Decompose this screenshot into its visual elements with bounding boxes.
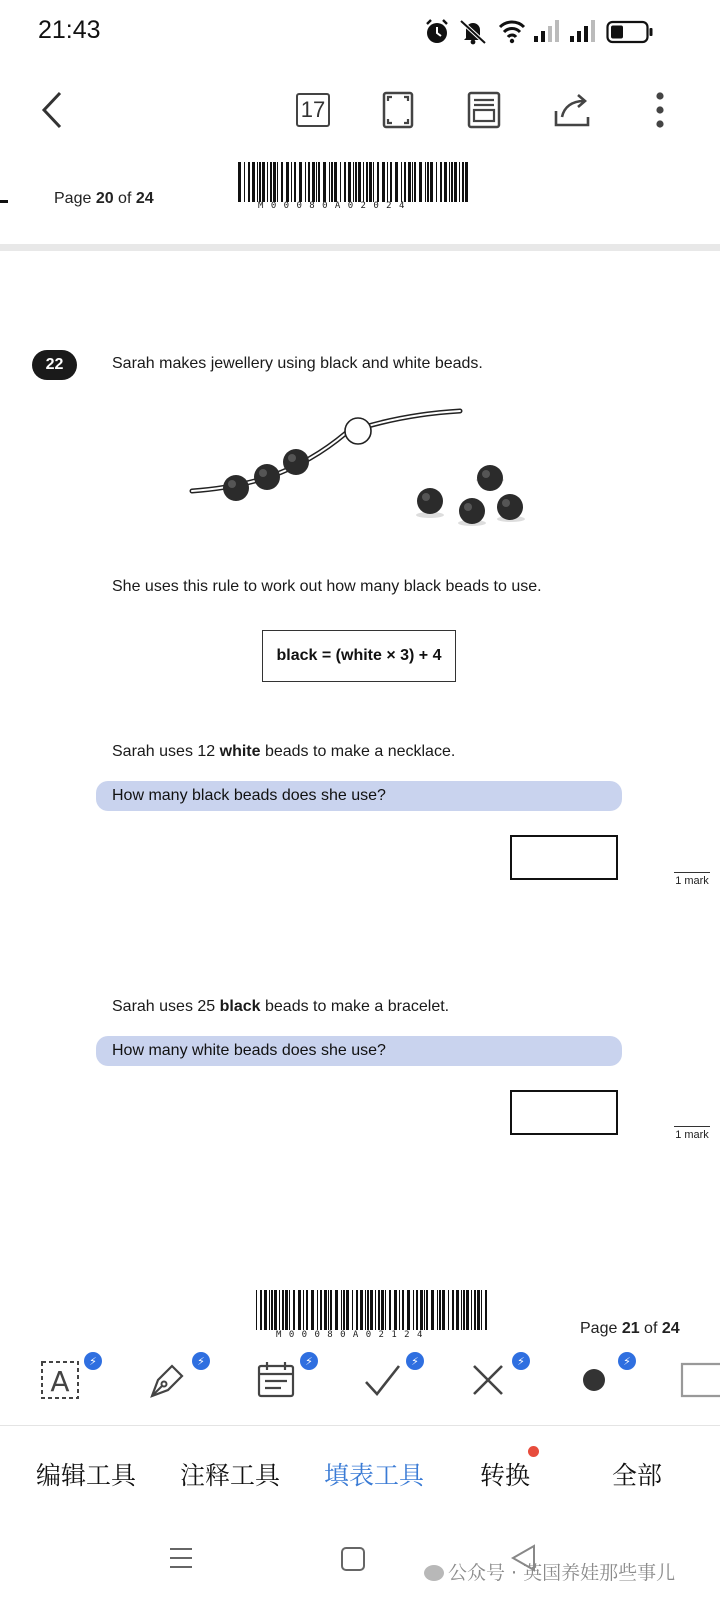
status-time: 21:43 bbox=[38, 16, 101, 44]
question-intro: Sarah makes jewellery using black and white beads. bbox=[112, 355, 483, 372]
signal-icon-2 bbox=[568, 18, 598, 44]
bolt-badge-icon: ⚡ bbox=[300, 1352, 318, 1370]
rectangle-icon bbox=[678, 1360, 720, 1400]
part1-prompt: How many black beads does she use? bbox=[96, 781, 622, 811]
beads-illustration bbox=[186, 405, 536, 535]
dot-tool[interactable] bbox=[574, 1355, 631, 1410]
watermark: 公众号 · 英国养娃那些事儿 bbox=[424, 1558, 675, 1585]
battery-icon bbox=[606, 20, 654, 44]
home-square-icon[interactable] bbox=[340, 1546, 366, 1572]
calendar-icon bbox=[256, 1360, 296, 1400]
svg-text:A: A bbox=[50, 1365, 70, 1398]
pen-tool[interactable] bbox=[148, 1355, 205, 1410]
wifi-icon bbox=[498, 18, 526, 44]
page-label-previous: Page 20 of 24 bbox=[54, 190, 154, 207]
rule-formula: black = (white × 3) + 4 bbox=[262, 630, 456, 682]
tab-annotate-tools[interactable]: 注释工具 bbox=[180, 1461, 281, 1490]
notification-dot bbox=[528, 1446, 539, 1457]
signal-icon-1 bbox=[532, 18, 562, 44]
box-tool[interactable] bbox=[678, 1360, 720, 1410]
bolt-badge-icon: ⚡ bbox=[192, 1352, 210, 1370]
wechat-icon bbox=[424, 1565, 444, 1581]
dot-icon bbox=[574, 1360, 614, 1400]
pen-icon bbox=[148, 1360, 188, 1400]
tab-convert[interactable]: 转换 bbox=[480, 1461, 531, 1490]
share-button[interactable] bbox=[550, 88, 594, 132]
page-label-next: Page 21 of 24 bbox=[580, 1320, 680, 1337]
tab-all[interactable]: 全部 bbox=[612, 1461, 663, 1490]
part2-answer-box[interactable] bbox=[510, 1090, 618, 1135]
cross-tool[interactable] bbox=[468, 1355, 525, 1410]
rule-intro: She uses this rule to work out how many black beads to use. bbox=[112, 578, 542, 595]
mute-bell-icon bbox=[458, 18, 488, 46]
part1-mark: 1 mark bbox=[674, 872, 710, 887]
part1-statement: Sarah uses 12 white beads to make a necklace. bbox=[112, 743, 456, 760]
checkmark-icon bbox=[362, 1360, 402, 1400]
text-box-icon bbox=[40, 1360, 80, 1400]
page-separator bbox=[0, 244, 720, 251]
share-icon bbox=[552, 91, 592, 129]
bolt-badge-icon: ⚡ bbox=[618, 1352, 636, 1370]
date-tool[interactable] bbox=[256, 1355, 313, 1410]
check-tool[interactable] bbox=[362, 1355, 419, 1410]
fullscreen-icon bbox=[382, 91, 414, 129]
more-vertical-icon bbox=[655, 90, 665, 130]
text-box-tool[interactable] bbox=[40, 1355, 97, 1410]
page-layout-icon bbox=[467, 91, 501, 129]
barcode-text-next: M00080A02124 bbox=[276, 1330, 430, 1340]
cross-icon bbox=[468, 1360, 508, 1400]
alarm-icon bbox=[424, 18, 450, 46]
previous-page bbox=[0, 160, 720, 244]
menu-icon[interactable] bbox=[168, 1546, 194, 1570]
question-number-badge: 22 bbox=[32, 350, 77, 380]
barcode-next bbox=[256, 1290, 490, 1330]
part1-answer-box[interactable] bbox=[510, 835, 618, 880]
page-layout-button[interactable] bbox=[462, 88, 506, 132]
part2-statement: Sarah uses 25 black beads to make a bracelet. bbox=[112, 998, 450, 1015]
barcode-previous bbox=[238, 162, 470, 202]
tab-edit-tools[interactable]: 编辑工具 bbox=[36, 1461, 137, 1490]
barcode-text-previous: M00080A02024 bbox=[258, 201, 412, 211]
bolt-badge-icon: ⚡ bbox=[406, 1352, 424, 1370]
chevron-left-icon bbox=[38, 90, 66, 130]
page-margin-mark bbox=[0, 200, 8, 203]
page-count-button[interactable]: 17 bbox=[296, 93, 330, 127]
bolt-badge-icon: ⚡ bbox=[84, 1352, 102, 1370]
part2-mark: 1 mark bbox=[674, 1126, 710, 1141]
more-options-button[interactable] bbox=[638, 88, 682, 132]
part2-prompt: How many white beads does she use? bbox=[96, 1036, 622, 1066]
fullscreen-button[interactable] bbox=[376, 88, 420, 132]
back-button[interactable] bbox=[30, 88, 74, 132]
tab-fill-tools[interactable]: 填表工具 bbox=[324, 1461, 425, 1490]
bolt-badge-icon: ⚡ bbox=[512, 1352, 530, 1370]
